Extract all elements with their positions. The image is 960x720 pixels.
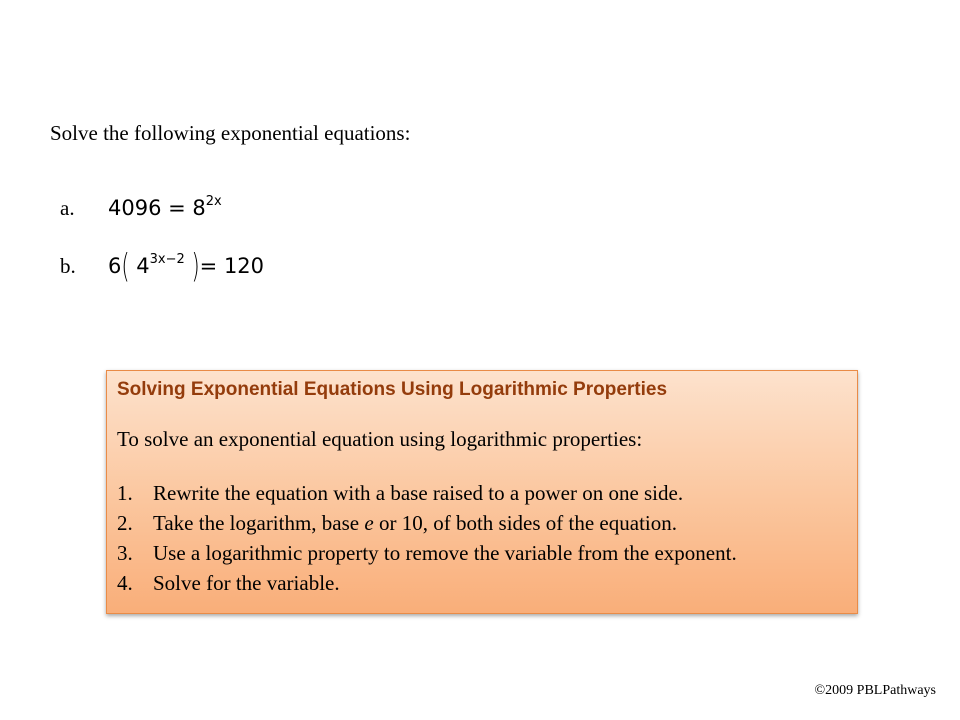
equation-b-rhs: = 120	[199, 254, 265, 278]
right-paren-glyph: )	[191, 247, 200, 285]
instruction-text: Solve the following exponential equations:	[50, 121, 411, 145]
steps-list	[117, 478, 847, 598]
step-text: Use a logarithmic property to remove the variable from the exponent.	[153, 541, 737, 565]
callout-intro: To solve an exponential equation using logarithmic properties:	[117, 427, 643, 451]
step-item	[117, 508, 847, 538]
step-text: Rewrite the equation with a base raised to a power on one side.	[153, 481, 684, 505]
equation-a-lhs: 4096 = 8	[108, 196, 206, 220]
step-text: Solve for the variable.	[153, 571, 340, 595]
method-callout-box	[106, 370, 858, 614]
equation-b-coefficient: 6	[108, 254, 122, 278]
step-item	[117, 478, 847, 508]
problem-label-b: b.	[60, 254, 76, 278]
left-paren-glyph: (	[121, 247, 130, 285]
equation-b	[108, 247, 265, 285]
step-item	[117, 568, 847, 598]
step-number: 3.	[117, 541, 133, 565]
step-number: 4.	[117, 571, 133, 595]
step-number: 2.	[117, 511, 133, 535]
callout-title: Solving Exponential Equations Using Logarithmic Properties	[117, 379, 668, 400]
step-text: Take the logarithm, base e or 10, of both sides of the equation.	[153, 511, 677, 535]
step-item	[117, 538, 847, 568]
equation-b-base: 4	[136, 254, 150, 278]
equation-b-exponent: 3x−2	[149, 252, 185, 267]
equation-a-exponent: 2x	[205, 194, 222, 209]
equation-a	[108, 196, 222, 220]
problem-label-a: a.	[60, 196, 75, 220]
step-number: 1.	[117, 481, 133, 505]
copyright-notice: ©2009 PBLPathways	[814, 683, 936, 698]
